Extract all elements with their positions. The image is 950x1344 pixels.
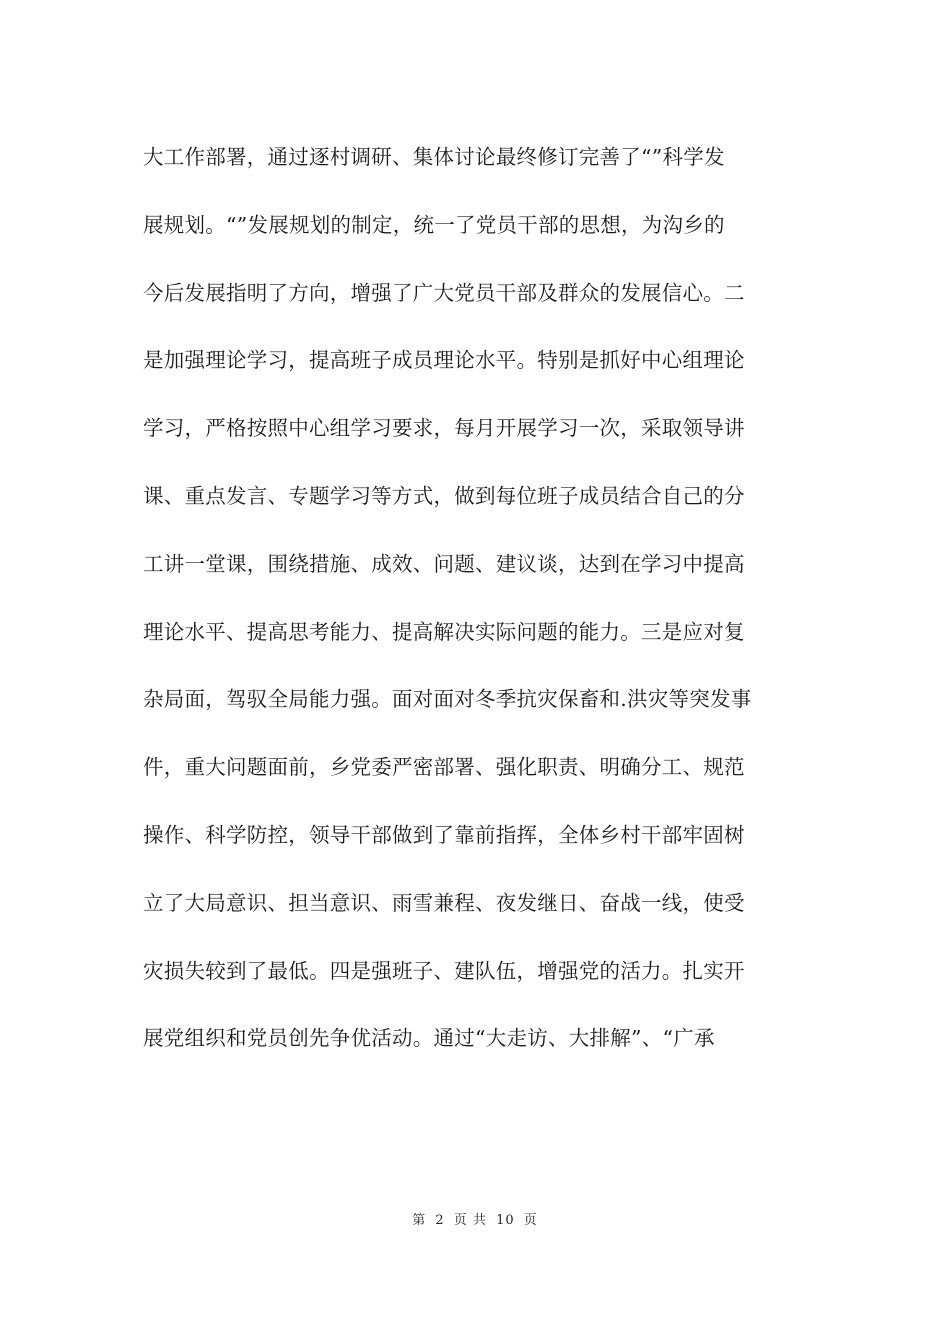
text-line: 立了大局意识、担当意识、雨雪兼程、夜发继日、奋战一线，使受 <box>143 890 745 915</box>
current-page-number: 2 <box>435 1213 445 1228</box>
text-line: 理论水平、提高思考能力、提高解决实际问题的能力。三是应对复 <box>143 619 745 644</box>
text-line: 大工作部署，通过逐村调研、集体讨论最终修订完善了“”科学发 <box>143 145 725 169</box>
text-line: 件，重大问题面前，乡党委严密部署、强化职责、明确分工、规范 <box>143 755 745 780</box>
text-line: 操作、科学防控，领导干部做到了靠前指挥，全体乡村干部牢固树 <box>143 822 745 847</box>
text-line: 是加强理论学习，提高班子成员理论水平。特别是抓好中心组理论 <box>143 348 745 373</box>
text-line: 杂局面，驾驭全局能力强。面对面对冬季抗灾保畜和.洪灾等突发事 <box>143 687 752 712</box>
text-line: 展规划。“”发展规划的制定，统一了党员干部的思想，为沟乡的 <box>143 212 725 237</box>
text-line: 今后发展指明了方向，增强了广大党员干部及群众的发展信心。二 <box>143 280 745 305</box>
total-pages-number: 10 <box>496 1213 515 1228</box>
page-label-suffix: 页 <box>523 1213 538 1228</box>
text-line: 课、重点发言、专题学习等方式，做到每位班子成员结合自己的分 <box>143 483 745 508</box>
page-label-prefix: 第 <box>412 1213 427 1228</box>
text-line: 工讲一堂课，围绕措施、成效、问题、建议谈，达到在学习中提高 <box>143 551 745 576</box>
text-line: 灾损失较到了最低。四是强班子、建队伍，增强党的活力。扎实开 <box>143 958 745 983</box>
page-footer <box>0 1209 950 1228</box>
body-paragraph <box>143 136 813 1085</box>
page-label-mid: 页 共 <box>453 1213 487 1228</box>
text-line: 学习，严格按照中心组学习要求，每月开展学习一次，采取领导讲 <box>143 416 745 441</box>
text-line: 展党组织和党员创先争优活动。通过“大走访、大排解”、“广承 <box>143 1026 715 1051</box>
